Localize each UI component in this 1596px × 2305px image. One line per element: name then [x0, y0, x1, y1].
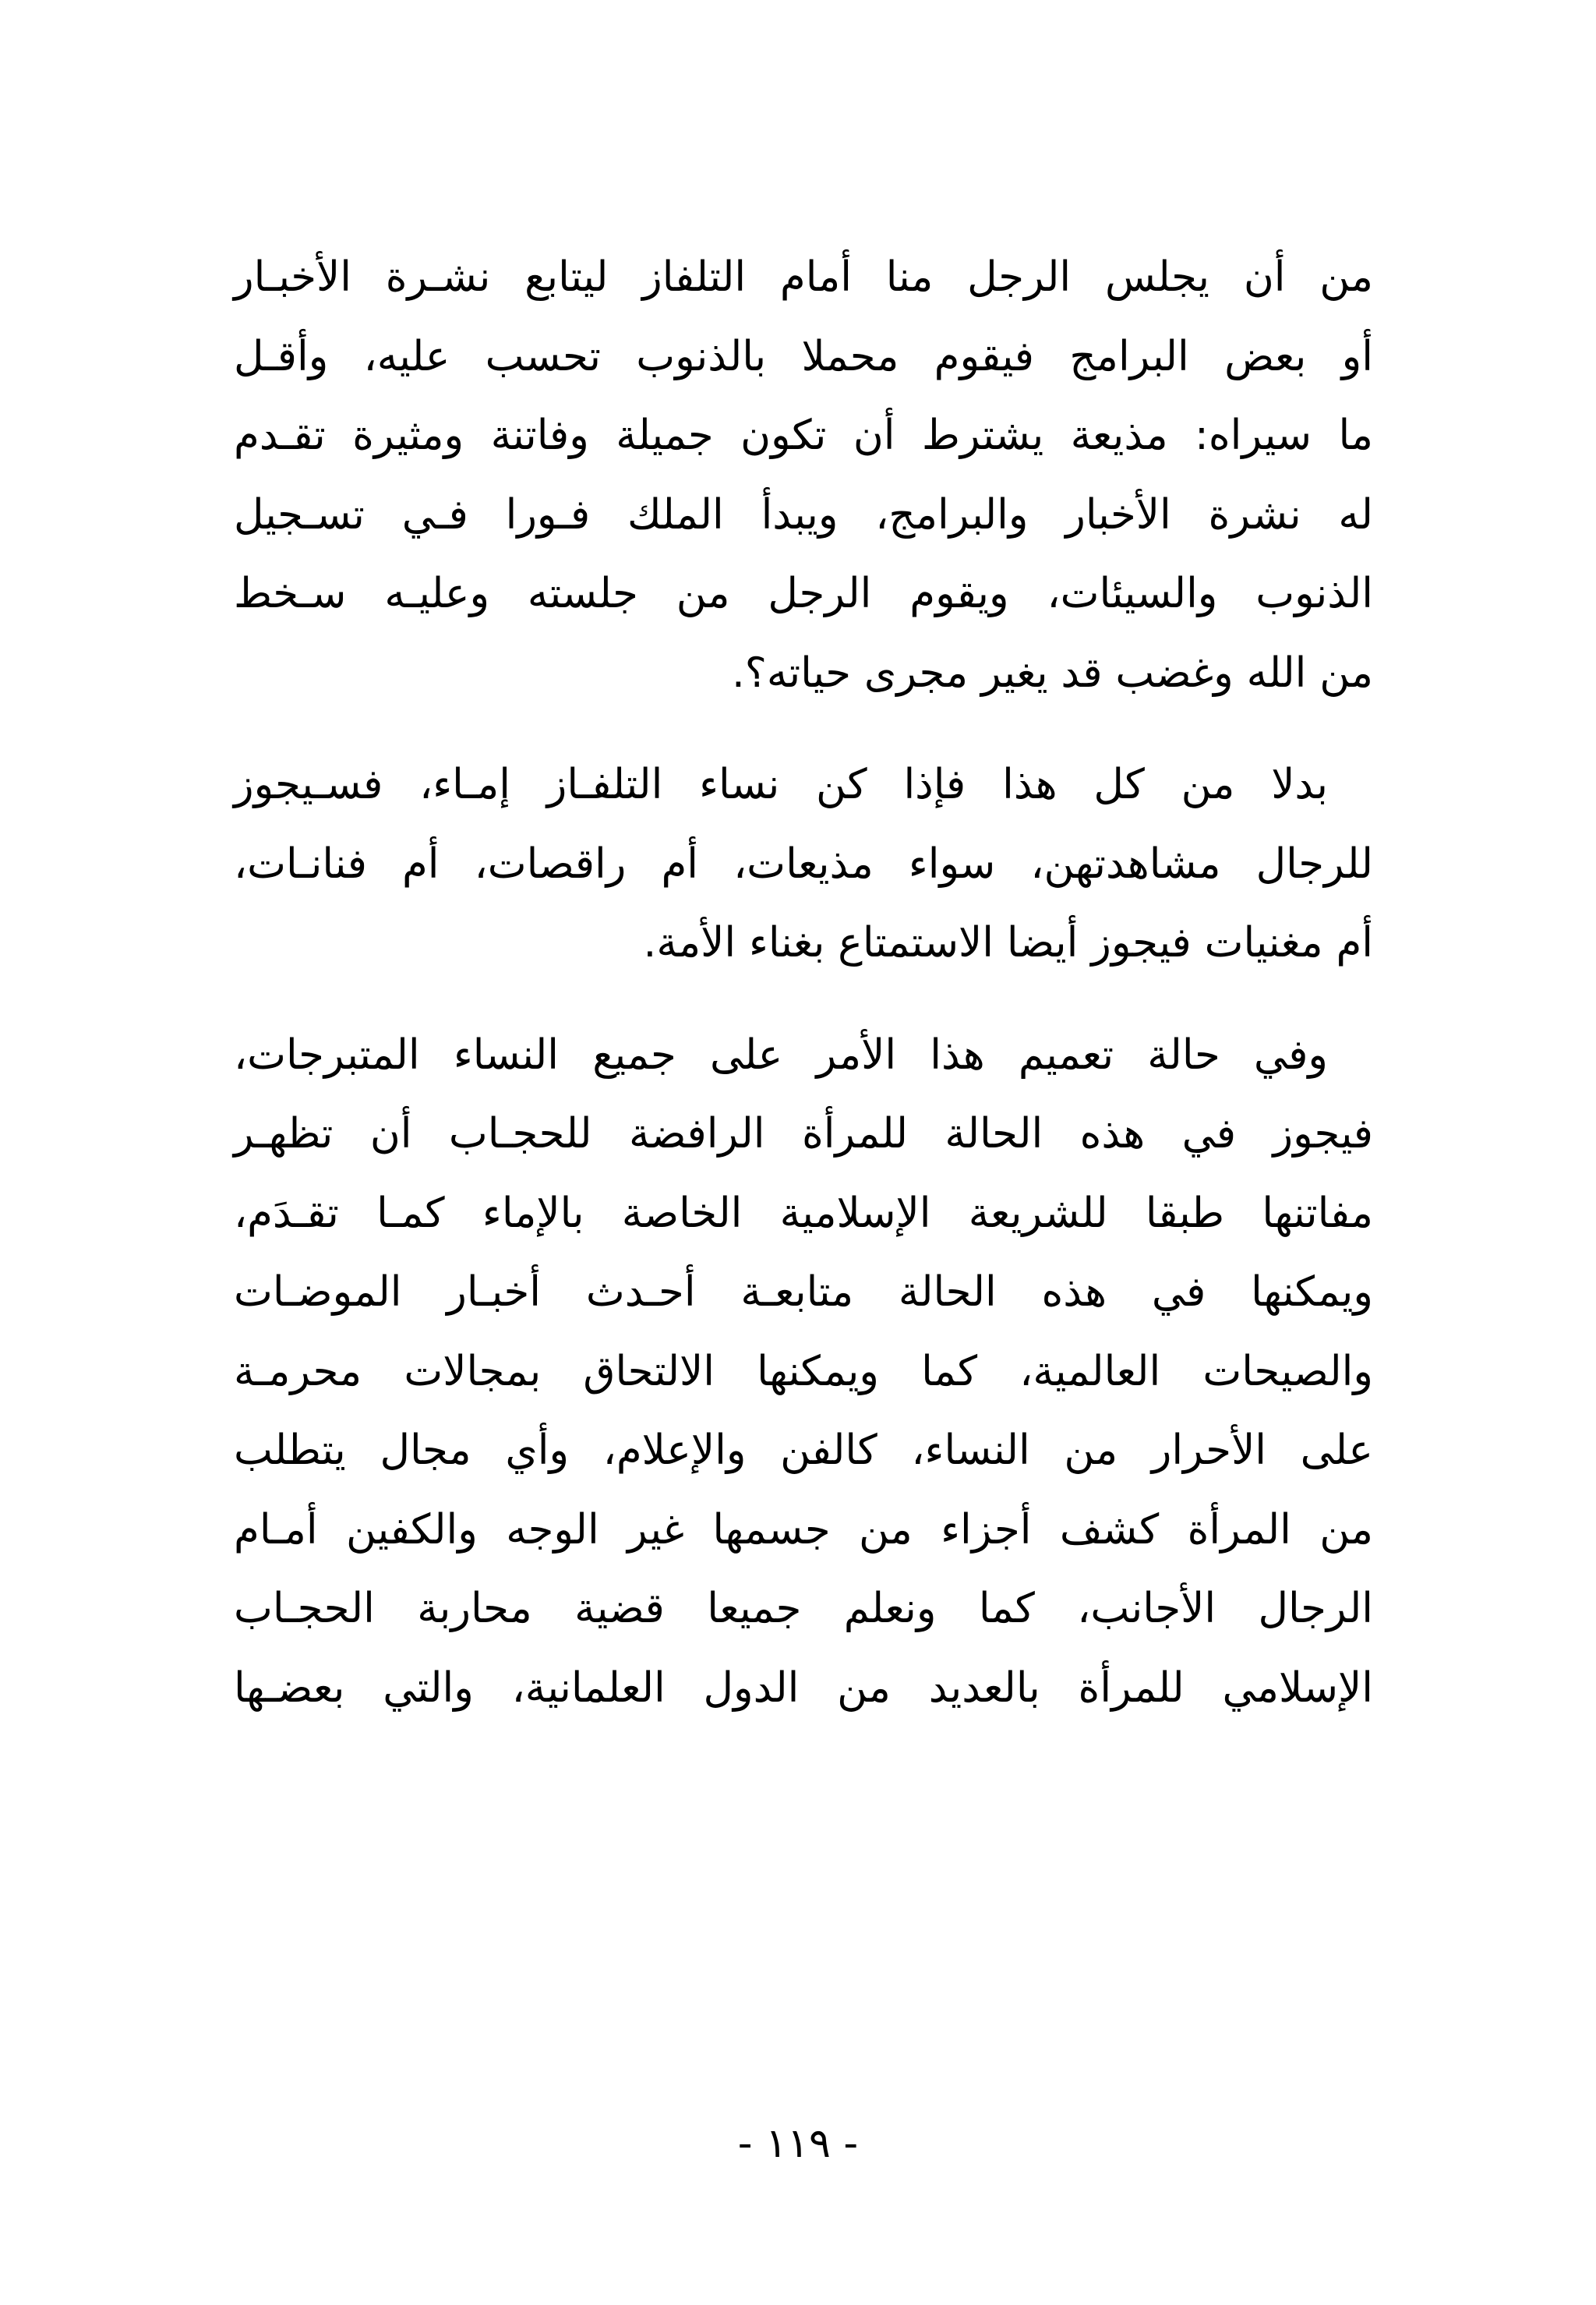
paragraph — [234, 238, 1373, 712]
text-line: من أن يجلس الرجل منا أمام التلفاز ليتابع نشـرة الأخبـار — [234, 253, 1373, 301]
text-line: من الله وغضب قد يغير مجرى حياته؟. — [731, 649, 1373, 697]
text-line: مفاتنها طبقا للشريعة الإسلامية الخاصة بالإماء كمـا تقـدَم، — [234, 1189, 1373, 1237]
text-line: وفي حالة تعميم هذا الأمر على جميع النساء المتبرجات، — [234, 1031, 1328, 1079]
text-line: بدلا من كل هذا فإذا كن نساء التلفـاز إمـاء، فسـيجوز — [234, 761, 1328, 808]
paragraph-gap — [234, 712, 1373, 745]
text-line: أو بعض البرامج فيقوم محملا بالذنوب تحسب عليه، وأقـل — [234, 332, 1373, 380]
text-line: له نشرة الأخبار والبرامج، ويبدأ الملك فـورا فـي تسـجيل — [234, 490, 1373, 539]
page-number: - ١١٩ - — [737, 2120, 859, 2167]
text-line: أم مغنيات فيجوز أيضا الاستمتاع بغناء الأمة. — [643, 919, 1373, 967]
text-line: من المرأة كشف أجزاء من جسمها غير الوجه والكفين أمـام — [234, 1505, 1373, 1554]
body-text — [234, 238, 1373, 1727]
text-line: للرجال مشاهدتهن، سواء مذيعات، أم راقصات، أم فنانـات، — [234, 840, 1373, 888]
text-line: الذنوب والسيئات، ويقوم الرجل من جلسته وعليـه سـخط — [234, 570, 1373, 617]
text-line: الإسلامي للمرأة بالعديد من الدول العلمانية، والتي بعضـها — [234, 1663, 1373, 1712]
text-line: فيجوز في هذه الحالة للمرأة الرافضة للحجـاب أن تظهـر — [234, 1110, 1373, 1158]
text-line: ما سيراه: مذيعة يشترط أن تكون جميلة وفاتنة ومثيرة تقـدم — [234, 412, 1373, 459]
paragraph — [234, 1016, 1373, 1728]
text-line: الرجال الأجانب، كما ونعلم جميعا قضية محاربة الحجـاب — [234, 1585, 1373, 1632]
paragraph-gap — [234, 983, 1373, 1016]
text-line: على الأحرار من النساء، كالفن والإعلام، وأي مجال يتطلب — [234, 1426, 1373, 1474]
text-line: ويمكنها في هذه الحالة متابعـة أحـدث أخبـار الموضـات — [234, 1268, 1373, 1316]
text-line: والصيحات العالمية، كما ويمكنها الالتحاق بمجالات محرمـة — [234, 1347, 1373, 1395]
paragraph — [234, 745, 1373, 983]
